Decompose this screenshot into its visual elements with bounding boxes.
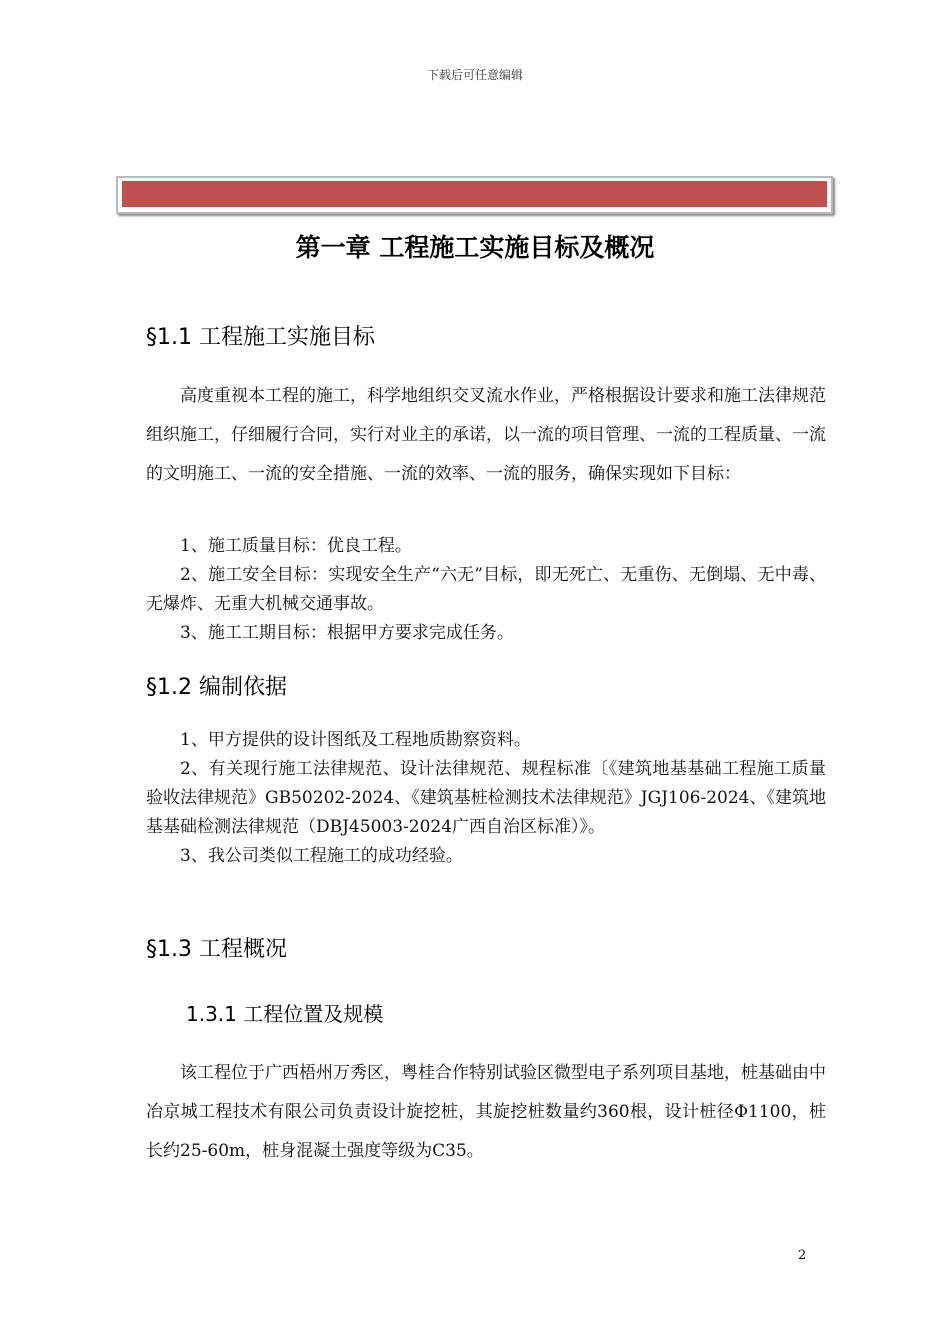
section-1-2-heading: §1.2 编制依据 (146, 675, 287, 700)
chapter-banner (116, 176, 833, 214)
header-note: 下载后可任意编辑 (426, 68, 523, 82)
section-1-1-heading: §1.1 工程施工实施目标 (146, 325, 375, 350)
list-item: 1、甲方提供的设计图纸及工程地质勘察资料。 (180, 730, 531, 750)
section-1-1-list (146, 532, 826, 648)
list-item: 1、施工质量目标：优良工程。 (180, 536, 412, 556)
section-1-3-1-text: 该工程位于广西梧州万秀区，粤桂合作特别试验区微型电子系列项目基地，桩基础由中冶京城工程技术有限公司负责设计旋挖桩，其旋挖桩数量约360根，设计桩径Φ1100，桩长约25-60m，桩身混凝土强度等级为C35。 (146, 1063, 826, 1161)
list-item: 3、施工工期目标：根据甲方要求完成任务。 (180, 623, 514, 643)
section-1-3-heading: §1.3 工程概况 (146, 937, 287, 962)
section-1-3-1-body (146, 1054, 826, 1171)
section-1-3-1-heading: 1.3.1 工程位置及规模 (186, 1002, 384, 1026)
chapter-banner-fill (122, 181, 827, 207)
page-number: 2 (798, 1248, 807, 1263)
section-1-2-list (146, 726, 826, 871)
list-item: 2、施工安全目标：实现安全生产“六无”目标，即无死亡、无重伤、无倒塌、无中毒、无爆炸、无重大机械交通事故。 (146, 565, 826, 614)
list-item: 3、我公司类似工程施工的成功经验。 (180, 846, 463, 866)
section-1-1-intro (146, 377, 826, 494)
chapter-title: 第一章 工程施工实施目标及概况 (295, 233, 655, 262)
list-item: 2、有关现行施工法律规范、设计法律规范、规程标准〔《建筑地基基础工程施工质量验收法律规范》GB50202-2024、《建筑基桩检测技术法律规范》JGJ106-2024、《建筑地基基础检测法律规范（DBJ45003-2024广西自治区标准）》。 (146, 759, 826, 837)
section-1-1-intro-text: 高度重视本工程的施工，科学地组织交叉流水作业，严格根据设计要求和施工法律规范组织施工，仔细履行合同，实行对业主的承诺，以一流的项目管理、一流的工程质量、一流的文明施工、一流的安全措施、一流的效率、一流的服务，确保实现如下目标： (146, 386, 826, 484)
